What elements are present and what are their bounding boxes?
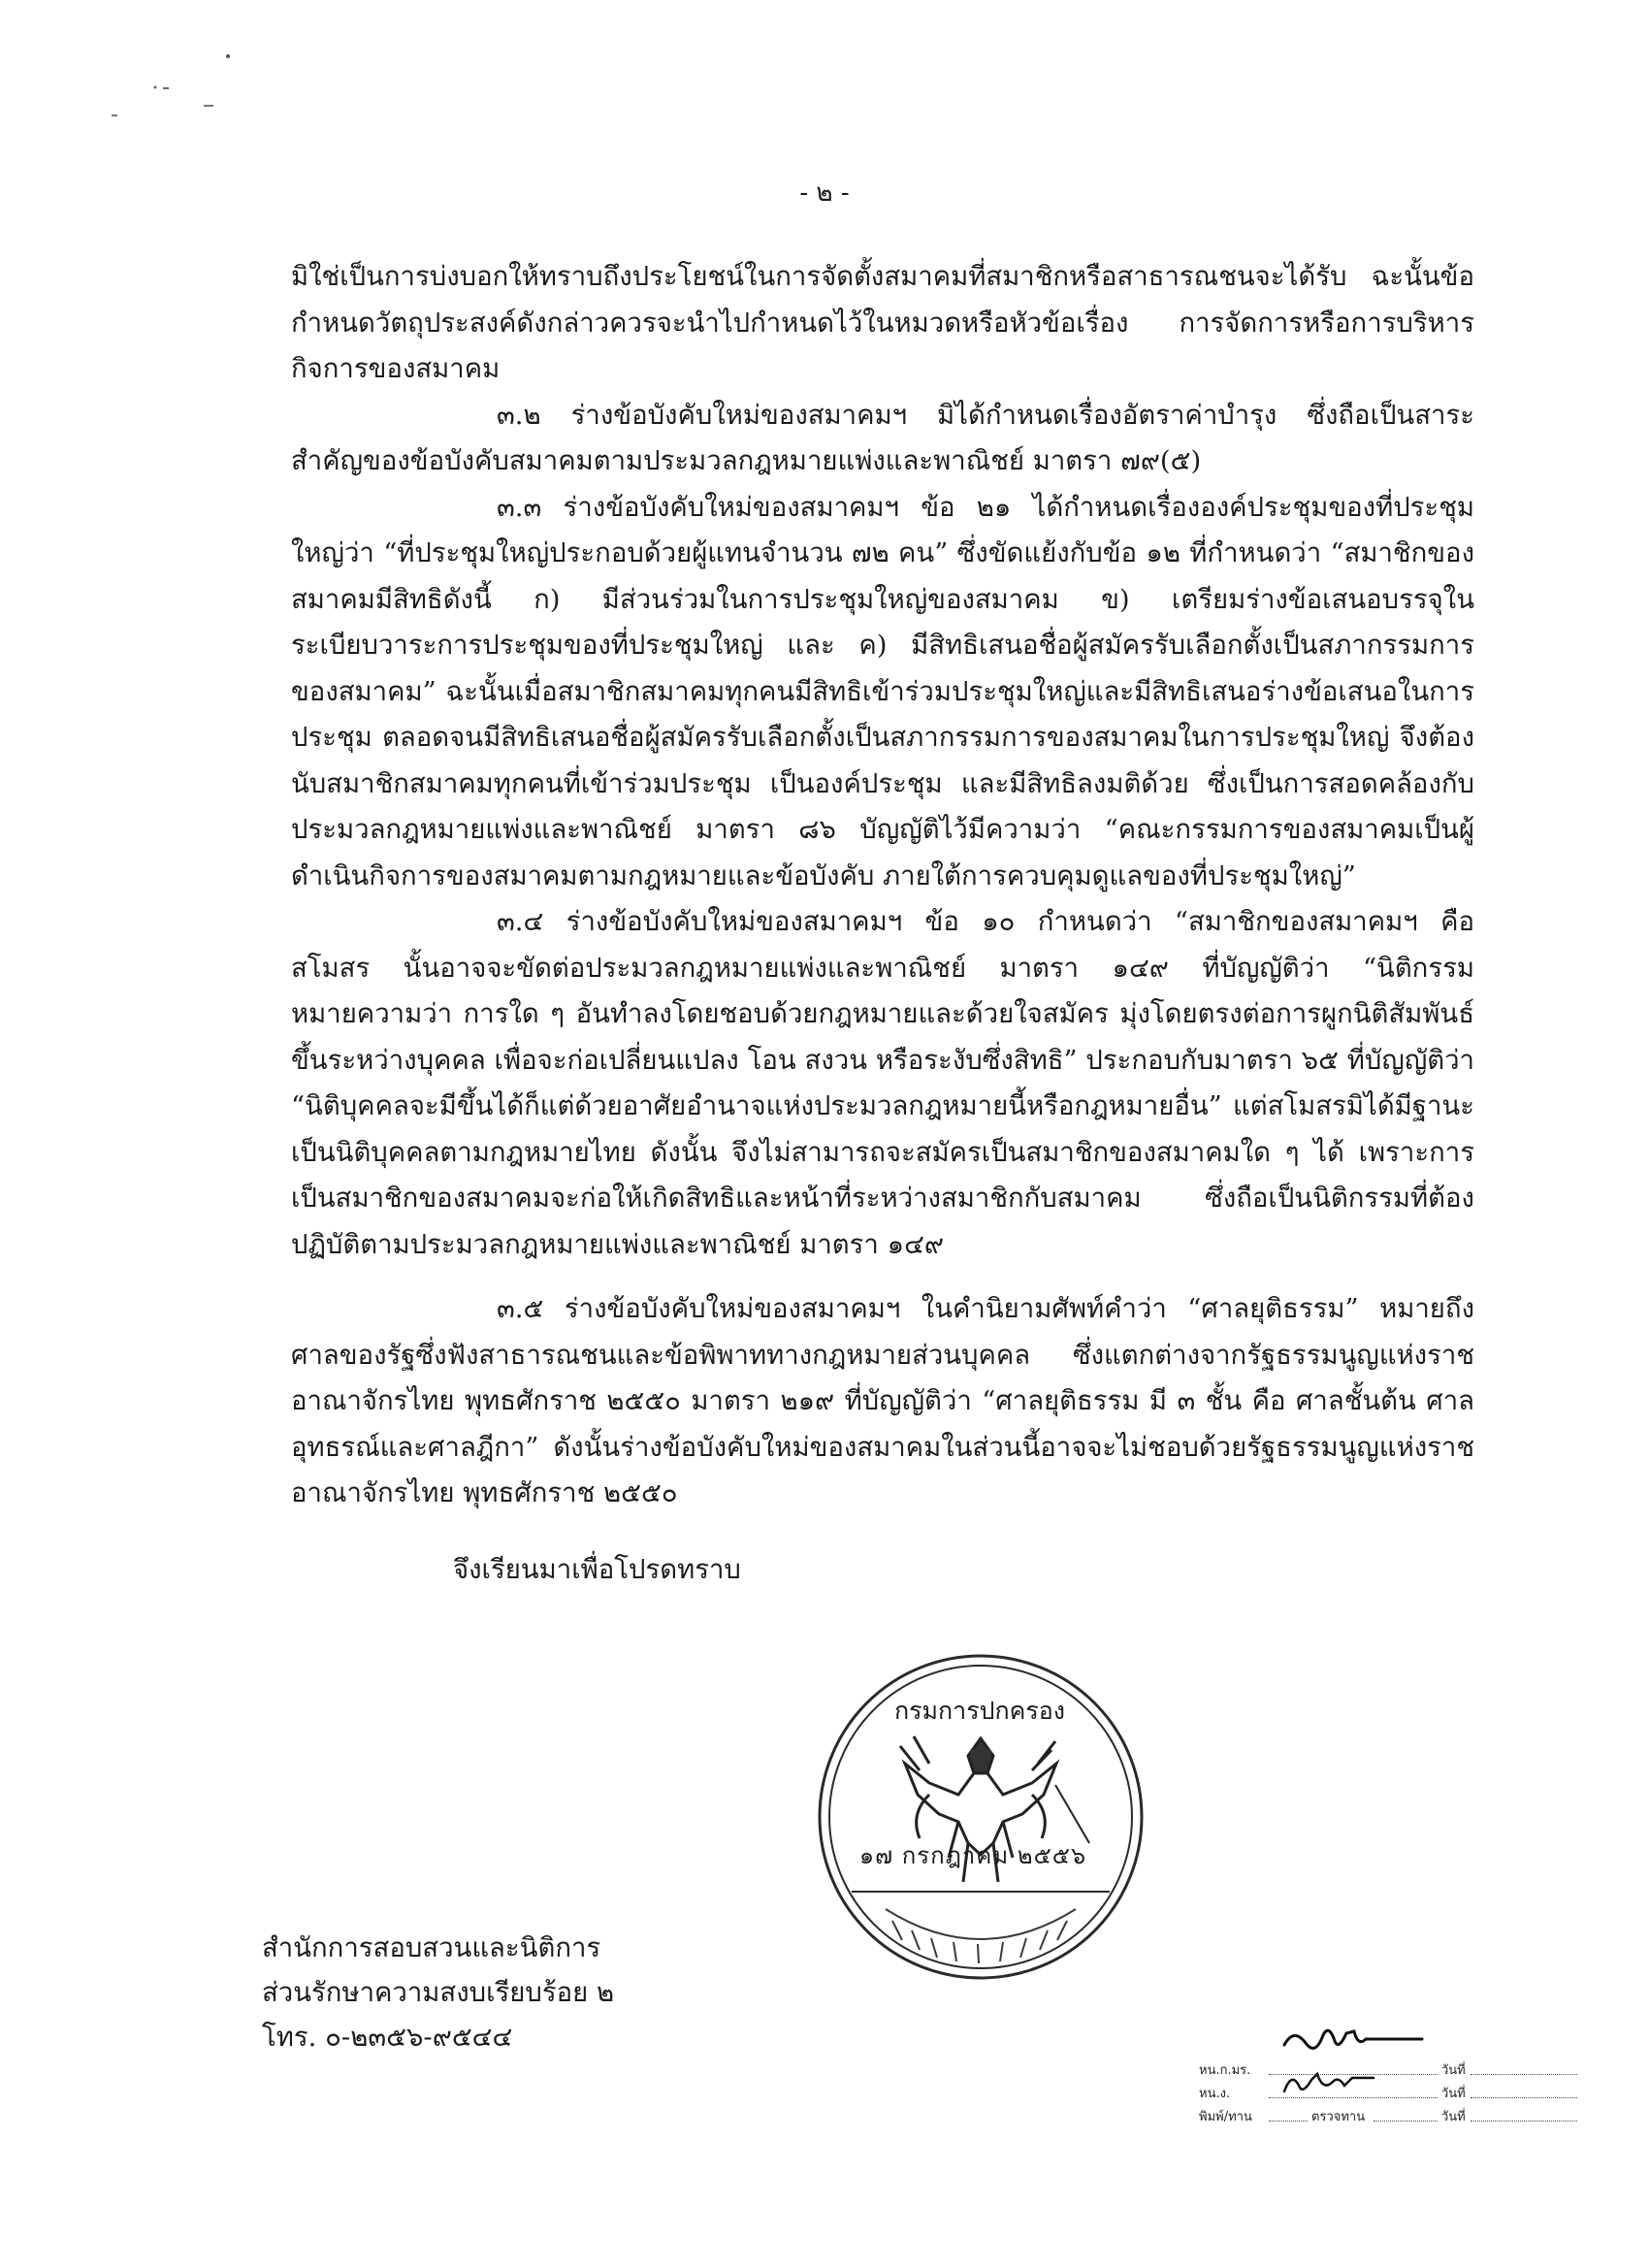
routing-sign-line [1374, 2121, 1438, 2122]
signature-1 [1277, 2006, 1432, 2064]
page-number: - ๒ - [799, 178, 850, 208]
routing-date-label: วันที่ [1441, 2110, 1466, 2124]
office-block [262, 1926, 614, 2059]
paragraph-3-4: ๓.๔ ร่างข้อบังคับใหม่ของสมาคมฯ ข้อ ๑๐ กำหนดว่า “สมาชิกของสมาคมฯ คือ สโมสร นั้นอาจจะขัดต่อประมวลกฎหมายแพ่งและพาณิชย์ มาตรา ๑๔๙ ที่บัญญัติว่า “นิติกรรม หมายความว่า การใด ๆ อันทำลงโดยชอบด้วยกฎหมายและด้วยใจสมัคร มุ่งโดยตรงต่อการผูกนิติสัมพันธ์ขึ้นระหว่างบุคคล เพื่อจะก่อเปลี่ยนแปลง โอน สงวน หรือระงับซึ่งสิทธิ” ประกอบกับมาตรา ๖๕ ที่บัญญัติว่า “นิติบุคคลจะมีขึ้นได้ก็แต่ด้วยอาศัยอำนาจแห่งประมวลกฎหมายนี้หรือกฎหมายอื่น” แต่สโมสรมิได้มีฐานะเป็นนิติบุคคลตามกฎหมายไทย ดังนั้น จึงไม่สามารถจะสมัครเป็นสมาชิกของสมาคมใด ๆ ได้ เพราะการเป็นสมาชิกของสมาคมจะก่อให้เกิดสิทธิและหน้าที่ระหว่างสมาชิกกับสมาคม ซึ่งถือเป็นนิติกรรมที่ต้องปฏิบัติตามประมวลกฎหมายแพ่งและพาณิชย์ มาตรา ๑๔๙ [291, 906, 1474, 1260]
routing-row-2 [1199, 2080, 1577, 2103]
routing-date-label: วันที่ [1441, 2063, 1466, 2078]
routing-mid-label: ตรวจทาน [1311, 2110, 1366, 2124]
seal-date-text: ๑๗ กรกฎาคม ๒๕๕๖ [858, 1842, 1087, 1869]
routing-label: พิมพ์/ทาน [1199, 2110, 1252, 2124]
routing-date-line [1471, 2097, 1577, 2098]
office-phone: โทร. ๐-๒๓๕๖-๙๕๔๔ [262, 2022, 513, 2053]
routing-sign-line [1269, 2121, 1308, 2122]
routing-date-label: วันที่ [1441, 2087, 1466, 2101]
routing-label: หน.ก.มร. [1199, 2063, 1251, 2078]
closing-line: จึงเรียนมาเพื่อโปรดทราบ [453, 1554, 741, 1585]
routing-sign-line [1269, 2097, 1438, 2098]
body-text [291, 254, 1474, 1517]
scan-specks [58, 39, 252, 126]
office-division: ส่วนรักษาความสงบเรียบร้อย ๒ [262, 1977, 615, 2008]
office-name: สำนักการสอบสวนและนิติการ [262, 1932, 601, 1963]
routing-label: หน.ง. [1199, 2087, 1231, 2101]
paragraph-continuation: มิใช่เป็นการบ่งบอกให้ทราบถึงประโยชน์ในการจัดตั้งสมาคมที่สมาชิกหรือสาธารณชนจะได้รับ ฉะนั้นข้อกำหนดวัตถุประสงค์ดังกล่าวควรจะนำไปกำหนดไว้ในหมวดหรือหัวข้อเรื่อง การจัดการหรือการบริหารกิจการของสมาคม [291, 261, 1474, 384]
routing-stamp [1199, 2057, 1577, 2126]
routing-date-line [1471, 2074, 1577, 2075]
paragraph-3-2: ๓.๒ ร่างข้อบังคับใหม่ของสมาคมฯ มิได้กำหนดเรื่องอัตราค่าบำรุง ซึ่งถือเป็นสาระสำคัญของข้อบังคับสมาคมตามประมวลกฎหมายแพ่งและพาณิชย์ มาตรา ๗๙(๕) [291, 399, 1474, 476]
routing-row-3 [1199, 2103, 1577, 2126]
paragraph-3-3: ๓.๓ ร่างข้อบังคับใหม่ของสมาคมฯ ข้อ ๒๑ ได้กำหนดเรื่ององค์ประชุมของที่ประชุมใหญ่ว่า “ที่ประชุมใหญ่ประกอบด้วยผู้แทนจำนวน ๗๒ คน” ซึ่งขัดแย้งกับข้อ ๑๒ ที่กำหนดว่า “สมาชิกของสมาคมมีสิทธิดังนี้ ก) มีส่วนร่วมในการประชุมใหญ่ของสมาคม ข) เตรียมร่างข้อเสนอบรรจุในระเบียบวาระการประชุมของที่ประชุมใหญ่ และ ค) มีสิทธิเสนอชื่อผู้สมัครรับเลือกตั้งเป็นสภากรรมการของสมาคม” ฉะนั้นเมื่อสมาชิกสมาคมทุกคนมีสิทธิเข้าร่วมประชุมใหญ่และมีสิทธิเสนอร่างข้อเสนอในการประชุม ตลอดจนมีสิทธิเสนอชื่อผู้สมัครรับเลือกตั้งเป็นสภากรรมการของสมาคมในการประชุมใหญ่ จึงต้องนับสมาชิกสมาคมทุกคนที่เข้าร่วมประชุม เป็นองค์ประชุม และมีสิทธิลงมติด้วย ซึ่งเป็นการสอดคล้องกับประมวลกฎหมายแพ่งและพาณิชย์ มาตรา ๘๖ บัญญัติไว้มีความว่า “คณะกรรมการของสมาคมเป็นผู้ดำเนินกิจการของสมาคมตามกฎหมายและข้อบังคับ ภายใต้การควบคุมดูแลของที่ประชุมใหญ่” [291, 491, 1474, 891]
paragraph-3-5: ๓.๕ ร่างข้อบังคับใหม่ของสมาคมฯ ในคำนิยามศัพท์คำว่า “ศาลยุติธรรม” หมายถึง ศาลของรัฐซึ่งฟังสาธารณชนและข้อพิพาททางกฎหมายส่วนบุคคล ซึ่งแตกต่างจากรัฐธรรมนูญแห่งราชอาณาจักรไทย พุทธศักราช ๒๕๕๐ มาตรา ๒๑๙ ที่บัญญัติว่า “ศาลยุติธรรม มี ๓ ชั้น คือ ศาลชั้นต้น ศาลอุทธรณ์และศาลฎีกา” ดังนั้นร่างข้อบังคับใหม่ของสมาคมในส่วนนี้อาจจะไม่ชอบด้วยรัฐธรรมนูญแห่งราชอาณาจักรไทย พุทธศักราช ๒๕๕๐ [291, 1293, 1474, 1508]
routing-sign-line [1269, 2074, 1438, 2075]
routing-date-line [1471, 2121, 1577, 2122]
seal-top-text: กรมการปกครอง [893, 1697, 1066, 1725]
routing-row-1 [1199, 2057, 1577, 2080]
